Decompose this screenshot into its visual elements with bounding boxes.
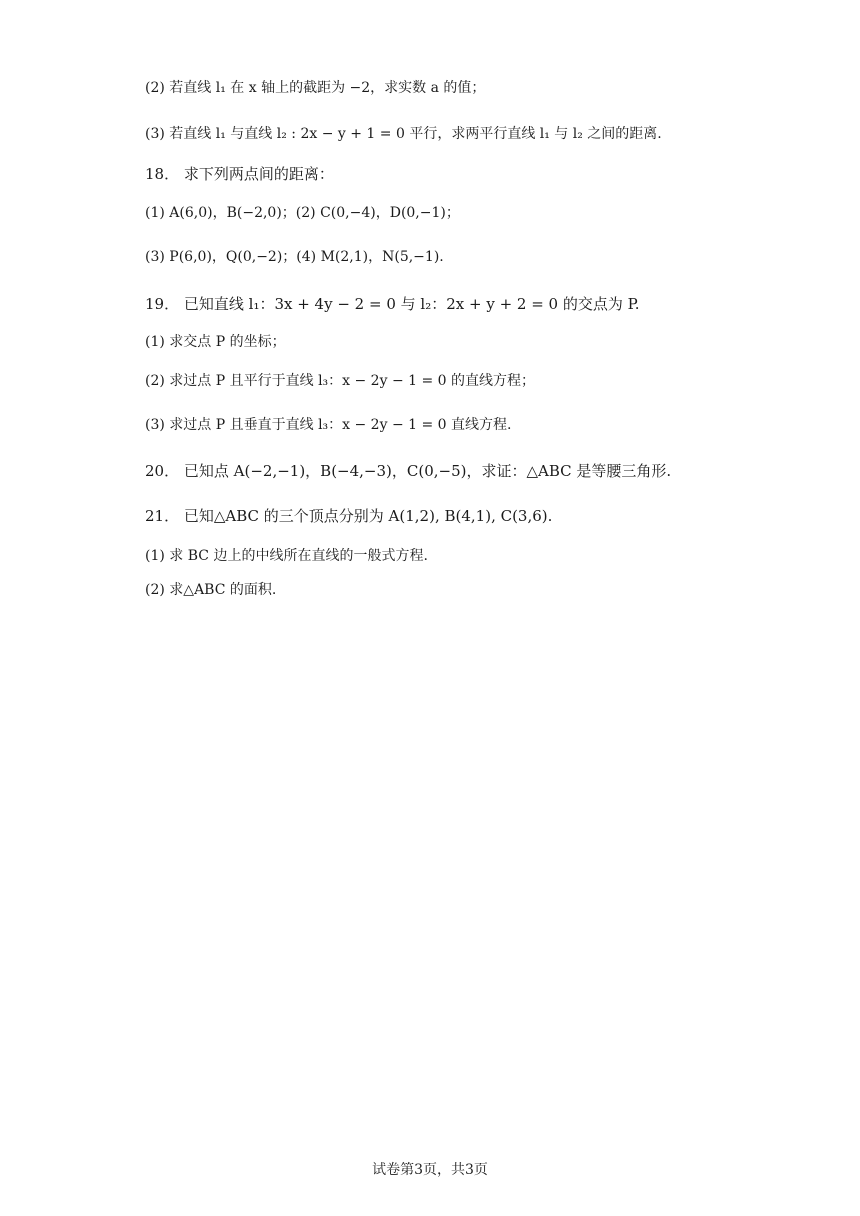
q19-part3-label: (3) xyxy=(145,417,165,433)
q19-part2-label: (2) xyxy=(145,373,165,389)
q17-part3 xyxy=(145,124,662,144)
q20-stem xyxy=(145,461,671,481)
q18-part1-2 xyxy=(145,203,460,223)
q21-part2 xyxy=(145,580,276,600)
q21-part1-text: 求 BC 边上的中线所在直线的一般式方程. xyxy=(169,548,428,564)
q19-text: 已知直线 l₁：3x + 4y − 2 = 0 与 l₂：2x + y + 2 = 0 的交点为 P. xyxy=(183,295,640,313)
q20-text: 已知点 A(−2,−1)，B(−4,−3)，C(0,−5)，求证：△ABC 是等腰三角形. xyxy=(183,462,672,480)
page-footer: 试卷第3页，共3页 xyxy=(372,1162,488,1178)
q19-part3-text: 求过点 P 且垂直于直线 l₃：x − 2y − 1 = 0 直线方程. xyxy=(169,417,512,433)
q21-part1 xyxy=(145,546,428,566)
q21-number: 21． xyxy=(145,507,180,525)
q17-part2 xyxy=(145,78,485,98)
q19-part3 xyxy=(145,415,511,435)
q18-part3-label: (3) xyxy=(145,249,165,265)
q17-part2-label: (2) xyxy=(145,80,165,96)
q21-part2-text: 求△ABC 的面积. xyxy=(169,582,277,598)
q18-text: 求下列两点间的距离： xyxy=(183,165,334,183)
q18-stem xyxy=(145,164,334,184)
q21-stem xyxy=(145,506,552,526)
q18-part1-2-text: A(6,0)，B(−2,0)；(2) C(0,−4)，D(0,−1)； xyxy=(169,205,460,221)
q17-part3-label: (3) xyxy=(145,126,165,142)
q19-part1 xyxy=(145,332,286,352)
q19-part2-text: 求过点 P 且平行于直线 l₃：x − 2y − 1 = 0 的直线方程； xyxy=(169,373,536,389)
q19-part1-text: 求交点 P 的坐标； xyxy=(169,334,286,350)
q19-part2 xyxy=(145,371,535,391)
q18-number: 18． xyxy=(145,165,180,183)
q17-part3-text: 若直线 l₁ 与直线 l₂ : 2x − y + 1 = 0 平行，求两平行直线 l₁ 与 l₂ 之间的距离. xyxy=(169,126,662,142)
q19-stem xyxy=(145,294,639,314)
q19-part1-label: (1) xyxy=(145,334,165,350)
q20-number: 20． xyxy=(145,462,180,480)
q18-part1-label: (1) xyxy=(145,205,165,221)
q21-part1-label: (1) xyxy=(145,548,165,564)
q18-part3-4 xyxy=(145,247,444,267)
q19-number: 19． xyxy=(145,295,180,313)
q17-part2-text: 若直线 l₁ 在 x 轴上的截距为 −2，求实数 a 的值； xyxy=(169,80,486,96)
q18-part3-4-text: P(6,0)，Q(0,−2)；(4) M(2,1)，N(5,−1). xyxy=(169,249,444,265)
q21-text: 已知△ABC 的三个顶点分别为 A(1,2), B(4,1), C(3,6). xyxy=(183,507,553,525)
q21-part2-label: (2) xyxy=(145,582,165,598)
